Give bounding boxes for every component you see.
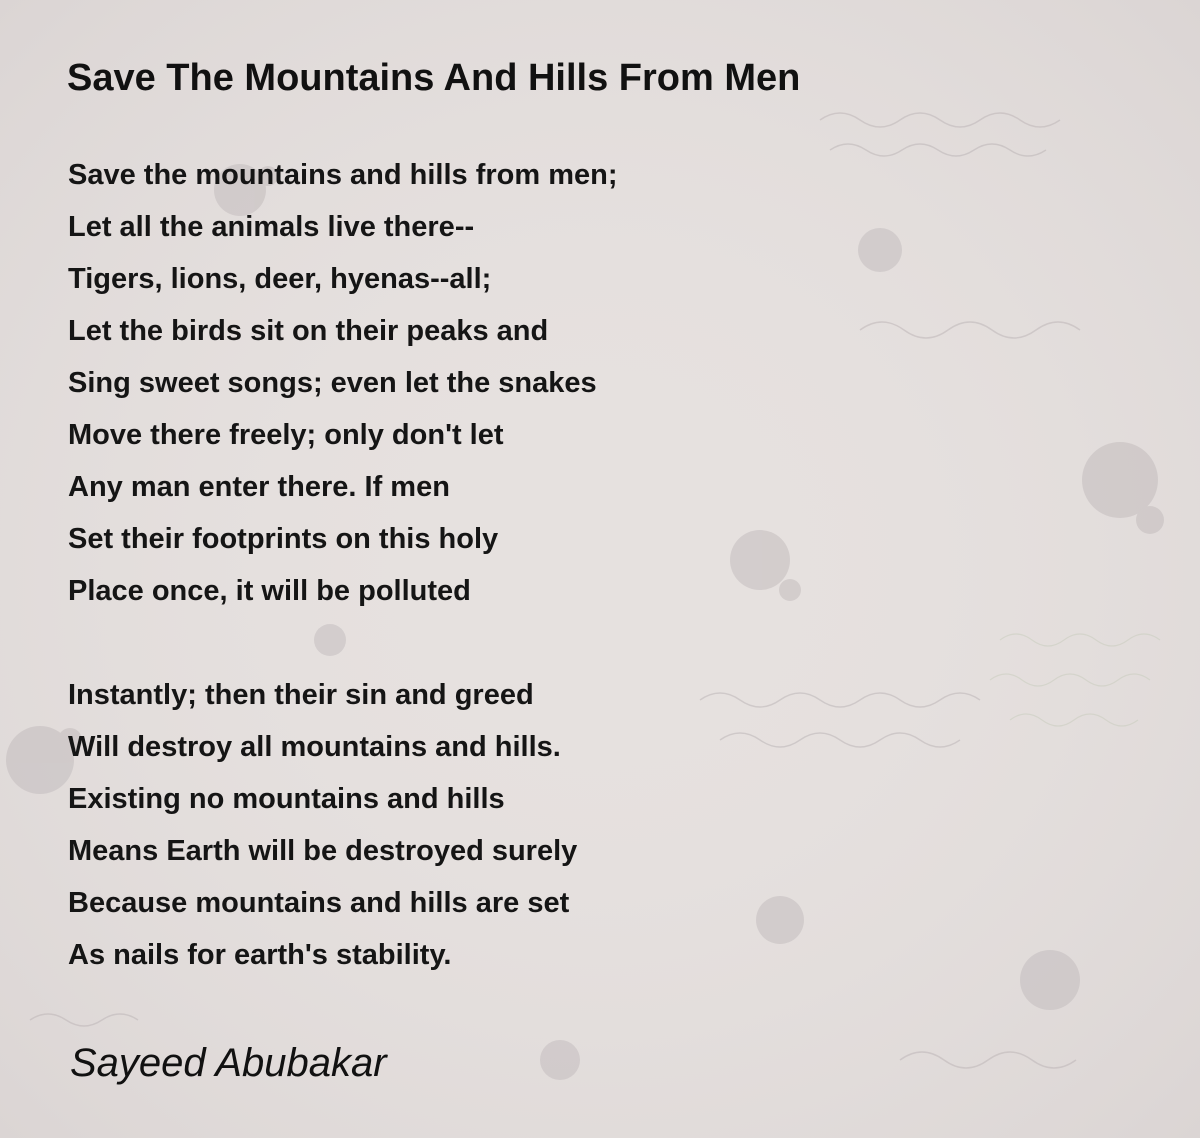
poem-line: Existing no mountains and hills <box>68 783 505 815</box>
poem-line: Will destroy all mountains and hills. <box>68 731 561 763</box>
poem-line: Let all the animals live there-- <box>68 211 475 243</box>
poem-title: Save The Mountains And Hills From Men <box>67 57 801 99</box>
poem-line: Any man enter there. If men <box>68 471 450 503</box>
poem-author: Sayeed Abubakar <box>70 1041 387 1085</box>
poem-line: Let the birds sit on their peaks and <box>68 315 549 347</box>
poem-line: As nails for earth's stability. <box>68 939 452 971</box>
poem-line: Set their footprints on this holy <box>68 523 499 555</box>
poem-line: Save the mountains and hills from men; <box>68 159 618 191</box>
poem-line: Instantly; then their sin and greed <box>68 679 534 711</box>
poem-line: Sing sweet songs; even let the snakes <box>68 367 597 399</box>
poem-line: Means Earth will be destroyed surely <box>68 835 578 867</box>
poem-line: Because mountains and hills are set <box>68 887 570 919</box>
poem-line: Tigers, lions, deer, hyenas--all; <box>68 263 492 295</box>
poem-line: Move there freely; only don't let <box>68 419 504 451</box>
poem-line: Place once, it will be polluted <box>68 575 471 607</box>
